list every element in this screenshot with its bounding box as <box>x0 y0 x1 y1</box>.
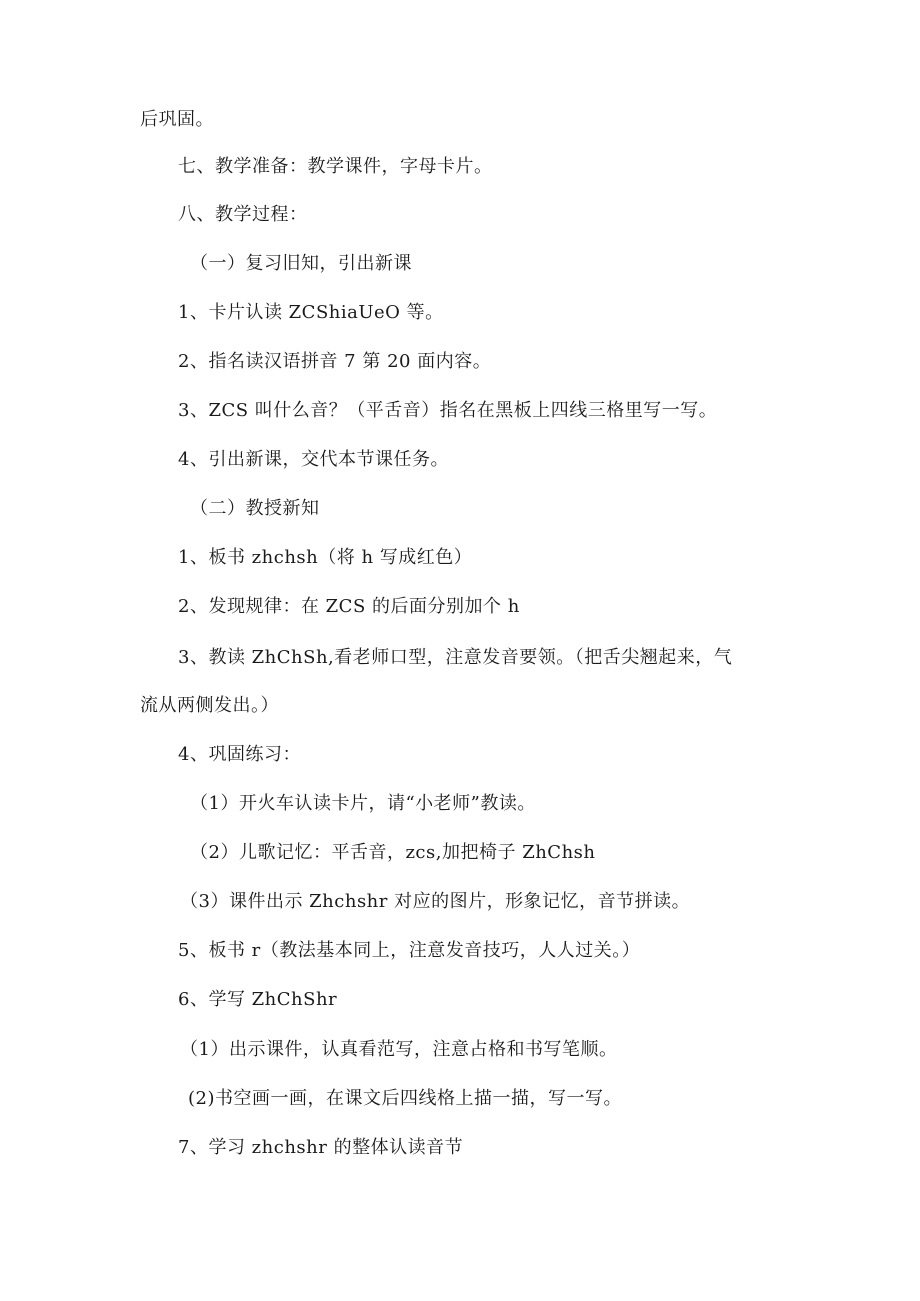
list-item: 3、ZCS 叫什么音？（平舌音）指名在黑板上四线三格里写一写。 <box>178 400 718 421</box>
list-item: 2、指名读汉语拼音 7 第 20 面内容。 <box>178 351 492 372</box>
text-line-continuation: 后巩固。 <box>140 109 214 130</box>
list-item: 2、发现规律：在 ZCS 的后面分别加个 h <box>178 596 520 617</box>
subheading-review: （一）复习旧知，引出新课 <box>190 253 412 274</box>
sub-list-item: （3）课件出示 Zhchshr 对应的图片，形象记忆，音节拼读。 <box>180 891 691 912</box>
list-item: 4、巩固练习： <box>178 744 301 765</box>
list-item: 3、教读 ZhChSh,看老师口型，注意发音要领。（把舌尖翘起来，气 <box>178 647 733 668</box>
sub-list-item: （2）儿歌记忆：平舌音，zcs,加把椅子 ZhChsh <box>190 842 596 863</box>
sub-list-item: （1）出示课件，认真看范写，注意占格和书写笔顺。 <box>180 1039 618 1060</box>
sub-list-item: （1）开火车认读卡片，请“小老师”教读。 <box>190 793 536 814</box>
list-item: 1、卡片认读 ZCShiaUeO 等。 <box>178 302 444 323</box>
list-item: 5、板书 r（教法基本同上，注意发音技巧，人人过关。） <box>178 940 641 961</box>
sub-list-item: (2)书空画一画，在课文后四线格上描一描，写一写。 <box>188 1088 622 1109</box>
list-item: 7、学习 zhchshr 的整体认读音节 <box>178 1137 464 1158</box>
heading-teaching-process: 八、教学过程： <box>178 204 308 225</box>
heading-teaching-preparation: 七、教学准备：教学课件，字母卡片。 <box>178 156 493 177</box>
list-item: 6、学写 ZhChShr <box>178 989 338 1010</box>
list-item: 1、板书 zhchsh（将 h 写成红色） <box>178 547 473 568</box>
subheading-new-knowledge: （二）教授新知 <box>190 498 320 519</box>
list-item-continuation: 流从两侧发出。） <box>140 695 279 716</box>
list-item: 4、引出新课，交代本节课任务。 <box>178 449 449 470</box>
